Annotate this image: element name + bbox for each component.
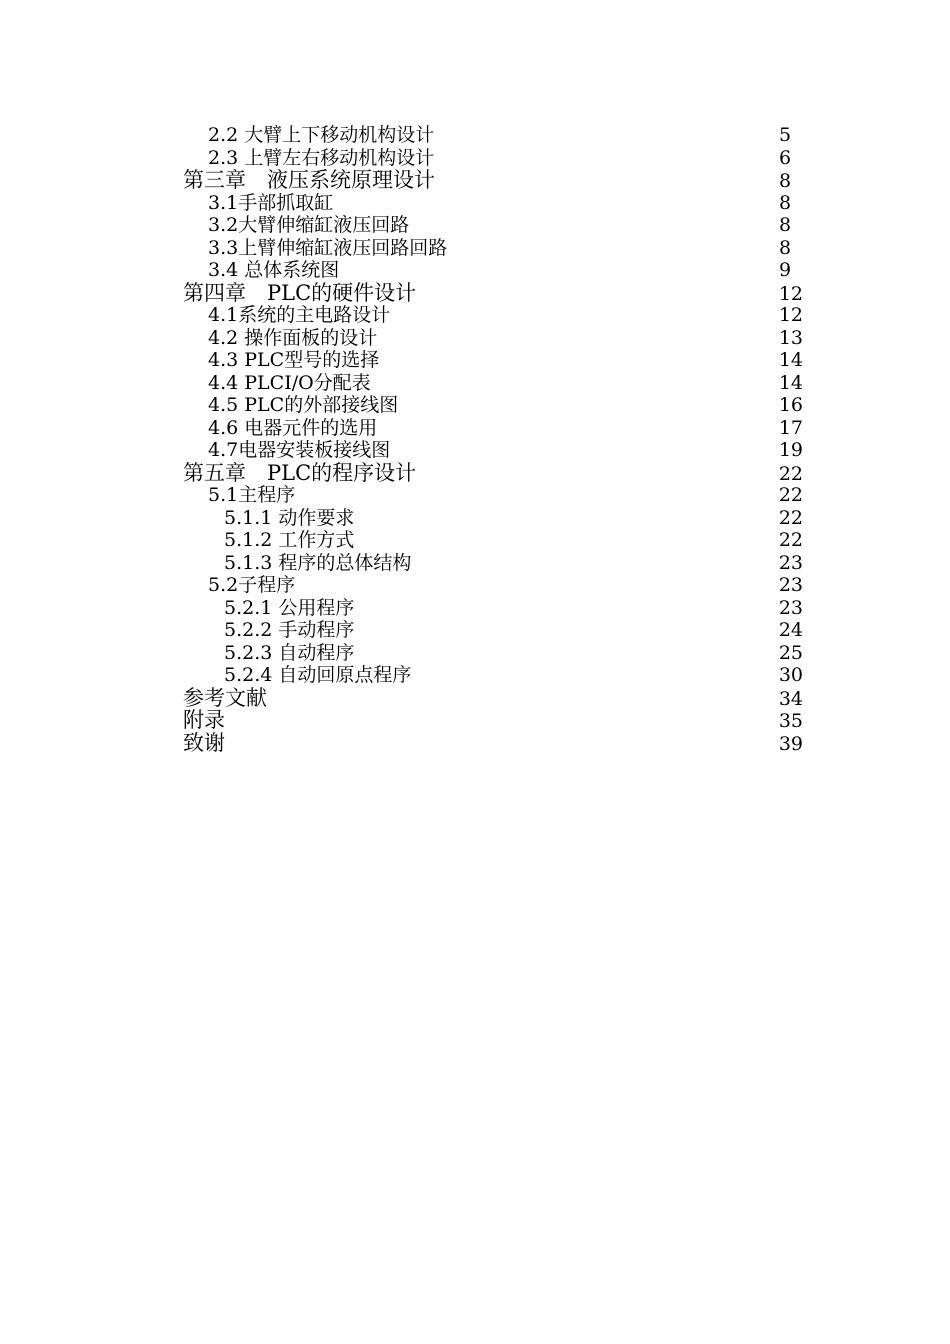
toc-page-number: 24 [778, 619, 803, 641]
toc-entry-title: 5.2.3 自动程序 [224, 641, 355, 664]
toc-page-number: 16 [778, 394, 803, 416]
toc-page-number: 25 [778, 641, 803, 664]
toc-entry-title: 4.6 电器元件的选用 [208, 416, 378, 439]
toc-entry-title: 5.1.2 工作方式 [224, 529, 355, 551]
toc-entry[interactable] [183, 664, 803, 687]
toc-entry-title: 3.3上臂伸缩缸液压回路回路 [208, 236, 448, 259]
toc-page-number: 9 [779, 259, 792, 281]
toc-page-number: 17 [778, 416, 803, 439]
table-of-contents [183, 124, 803, 754]
toc-entry-title: 致谢 [183, 730, 225, 755]
toc-page-number: 30 [778, 664, 803, 686]
toc-entry[interactable] [183, 529, 803, 552]
toc-entry-title: 4.2 操作面板的设计 [208, 326, 378, 349]
toc-page-number: 8 [779, 191, 792, 214]
toc-page-number: 23 [778, 596, 803, 619]
toc-entry[interactable] [183, 349, 803, 372]
toc-entry[interactable] [183, 327, 803, 350]
toc-entry[interactable] [183, 237, 803, 260]
toc-entry-title: 参考文献 [183, 685, 267, 710]
toc-entry[interactable] [183, 619, 803, 642]
toc-entry[interactable] [183, 417, 803, 440]
toc-entry-title: 5.1.1 动作要求 [224, 506, 355, 529]
toc-entry[interactable] [183, 259, 803, 282]
toc-page-number: 22 [778, 484, 803, 506]
toc-page-number: 14 [778, 371, 803, 394]
toc-page-number: 12 [778, 282, 803, 305]
toc-entry[interactable] [183, 304, 803, 327]
toc-entry-title: 5.2.2 手动程序 [224, 619, 355, 641]
toc-entry-title: 4.1系统的主电路设计 [208, 304, 391, 326]
toc-entry[interactable] [183, 642, 803, 665]
toc-entry-title: 3.4 总体系统图 [208, 259, 340, 281]
toc-page-number: 6 [779, 146, 792, 169]
toc-page-number: 12 [778, 304, 803, 326]
toc-entry[interactable] [183, 709, 803, 732]
toc-entry[interactable] [183, 507, 803, 530]
toc-entry-title: 附录 [183, 708, 225, 732]
toc-entry-title: 5.2.1 公用程序 [224, 596, 355, 619]
toc-entry-title: 2.2 大臂上下移动机构设计 [208, 124, 435, 146]
toc-page-number: 14 [778, 349, 803, 371]
toc-entry[interactable] [183, 597, 803, 620]
toc-entry-title: 5.1主程序 [208, 484, 296, 506]
toc-page-number: 5 [779, 124, 792, 146]
toc-entry-title: 5.1.3 程序的总体结构 [224, 551, 412, 574]
toc-entry[interactable] [183, 147, 803, 170]
toc-entry[interactable] [183, 394, 803, 417]
toc-page-number: 39 [778, 732, 803, 755]
toc-entry[interactable] [183, 732, 803, 755]
toc-page-number: 22 [778, 529, 803, 551]
toc-entry[interactable] [183, 282, 803, 305]
toc-entry[interactable] [183, 192, 803, 215]
toc-entry[interactable] [183, 687, 803, 710]
toc-entry[interactable] [183, 372, 803, 395]
toc-entry-title: 第三章 液压系统原理设计 [183, 168, 435, 192]
toc-entry[interactable] [183, 484, 803, 507]
toc-entry-title: 4.3 PLC型号的选择 [208, 349, 380, 371]
toc-page-number: 22 [778, 506, 803, 529]
toc-entry-title: 3.1手部抓取缸 [208, 191, 334, 214]
toc-entry-title: 2.3 上臂左右移动机构设计 [208, 146, 435, 169]
toc-entry-title: 4.7电器安装板接线图 [208, 439, 391, 461]
toc-page-number: 8 [779, 170, 792, 192]
toc-page-number: 34 [778, 687, 803, 710]
toc-entry[interactable] [183, 124, 803, 147]
toc-page-number: 8 [779, 236, 792, 259]
toc-entry-title: 4.5 PLC的外部接线图 [208, 394, 399, 416]
toc-page-number: 35 [778, 710, 803, 732]
toc-entry[interactable] [183, 552, 803, 575]
toc-page-number: 8 [779, 214, 792, 236]
toc-page-number: 22 [778, 462, 803, 485]
toc-entry[interactable] [183, 214, 803, 237]
toc-entry[interactable] [183, 169, 803, 192]
toc-entry-title: 3.2大臂伸缩缸液压回路 [208, 214, 410, 236]
toc-entry-title: 第四章 PLC的硬件设计 [183, 280, 417, 305]
toc-entry[interactable] [183, 439, 803, 462]
toc-entry-title: 5.2子程序 [208, 574, 296, 596]
toc-entry-title: 第五章 PLC的程序设计 [183, 460, 417, 485]
toc-page-number: 19 [778, 439, 803, 461]
toc-page-number: 13 [778, 326, 803, 349]
toc-entry-title: 4.4 PLCI/O分配表 [208, 371, 371, 394]
toc-entry[interactable] [183, 462, 803, 485]
toc-entry[interactable] [183, 574, 803, 597]
toc-entry-title: 5.2.4 自动回原点程序 [224, 664, 412, 686]
toc-page-number: 23 [778, 574, 803, 596]
toc-page-number: 23 [778, 551, 803, 574]
